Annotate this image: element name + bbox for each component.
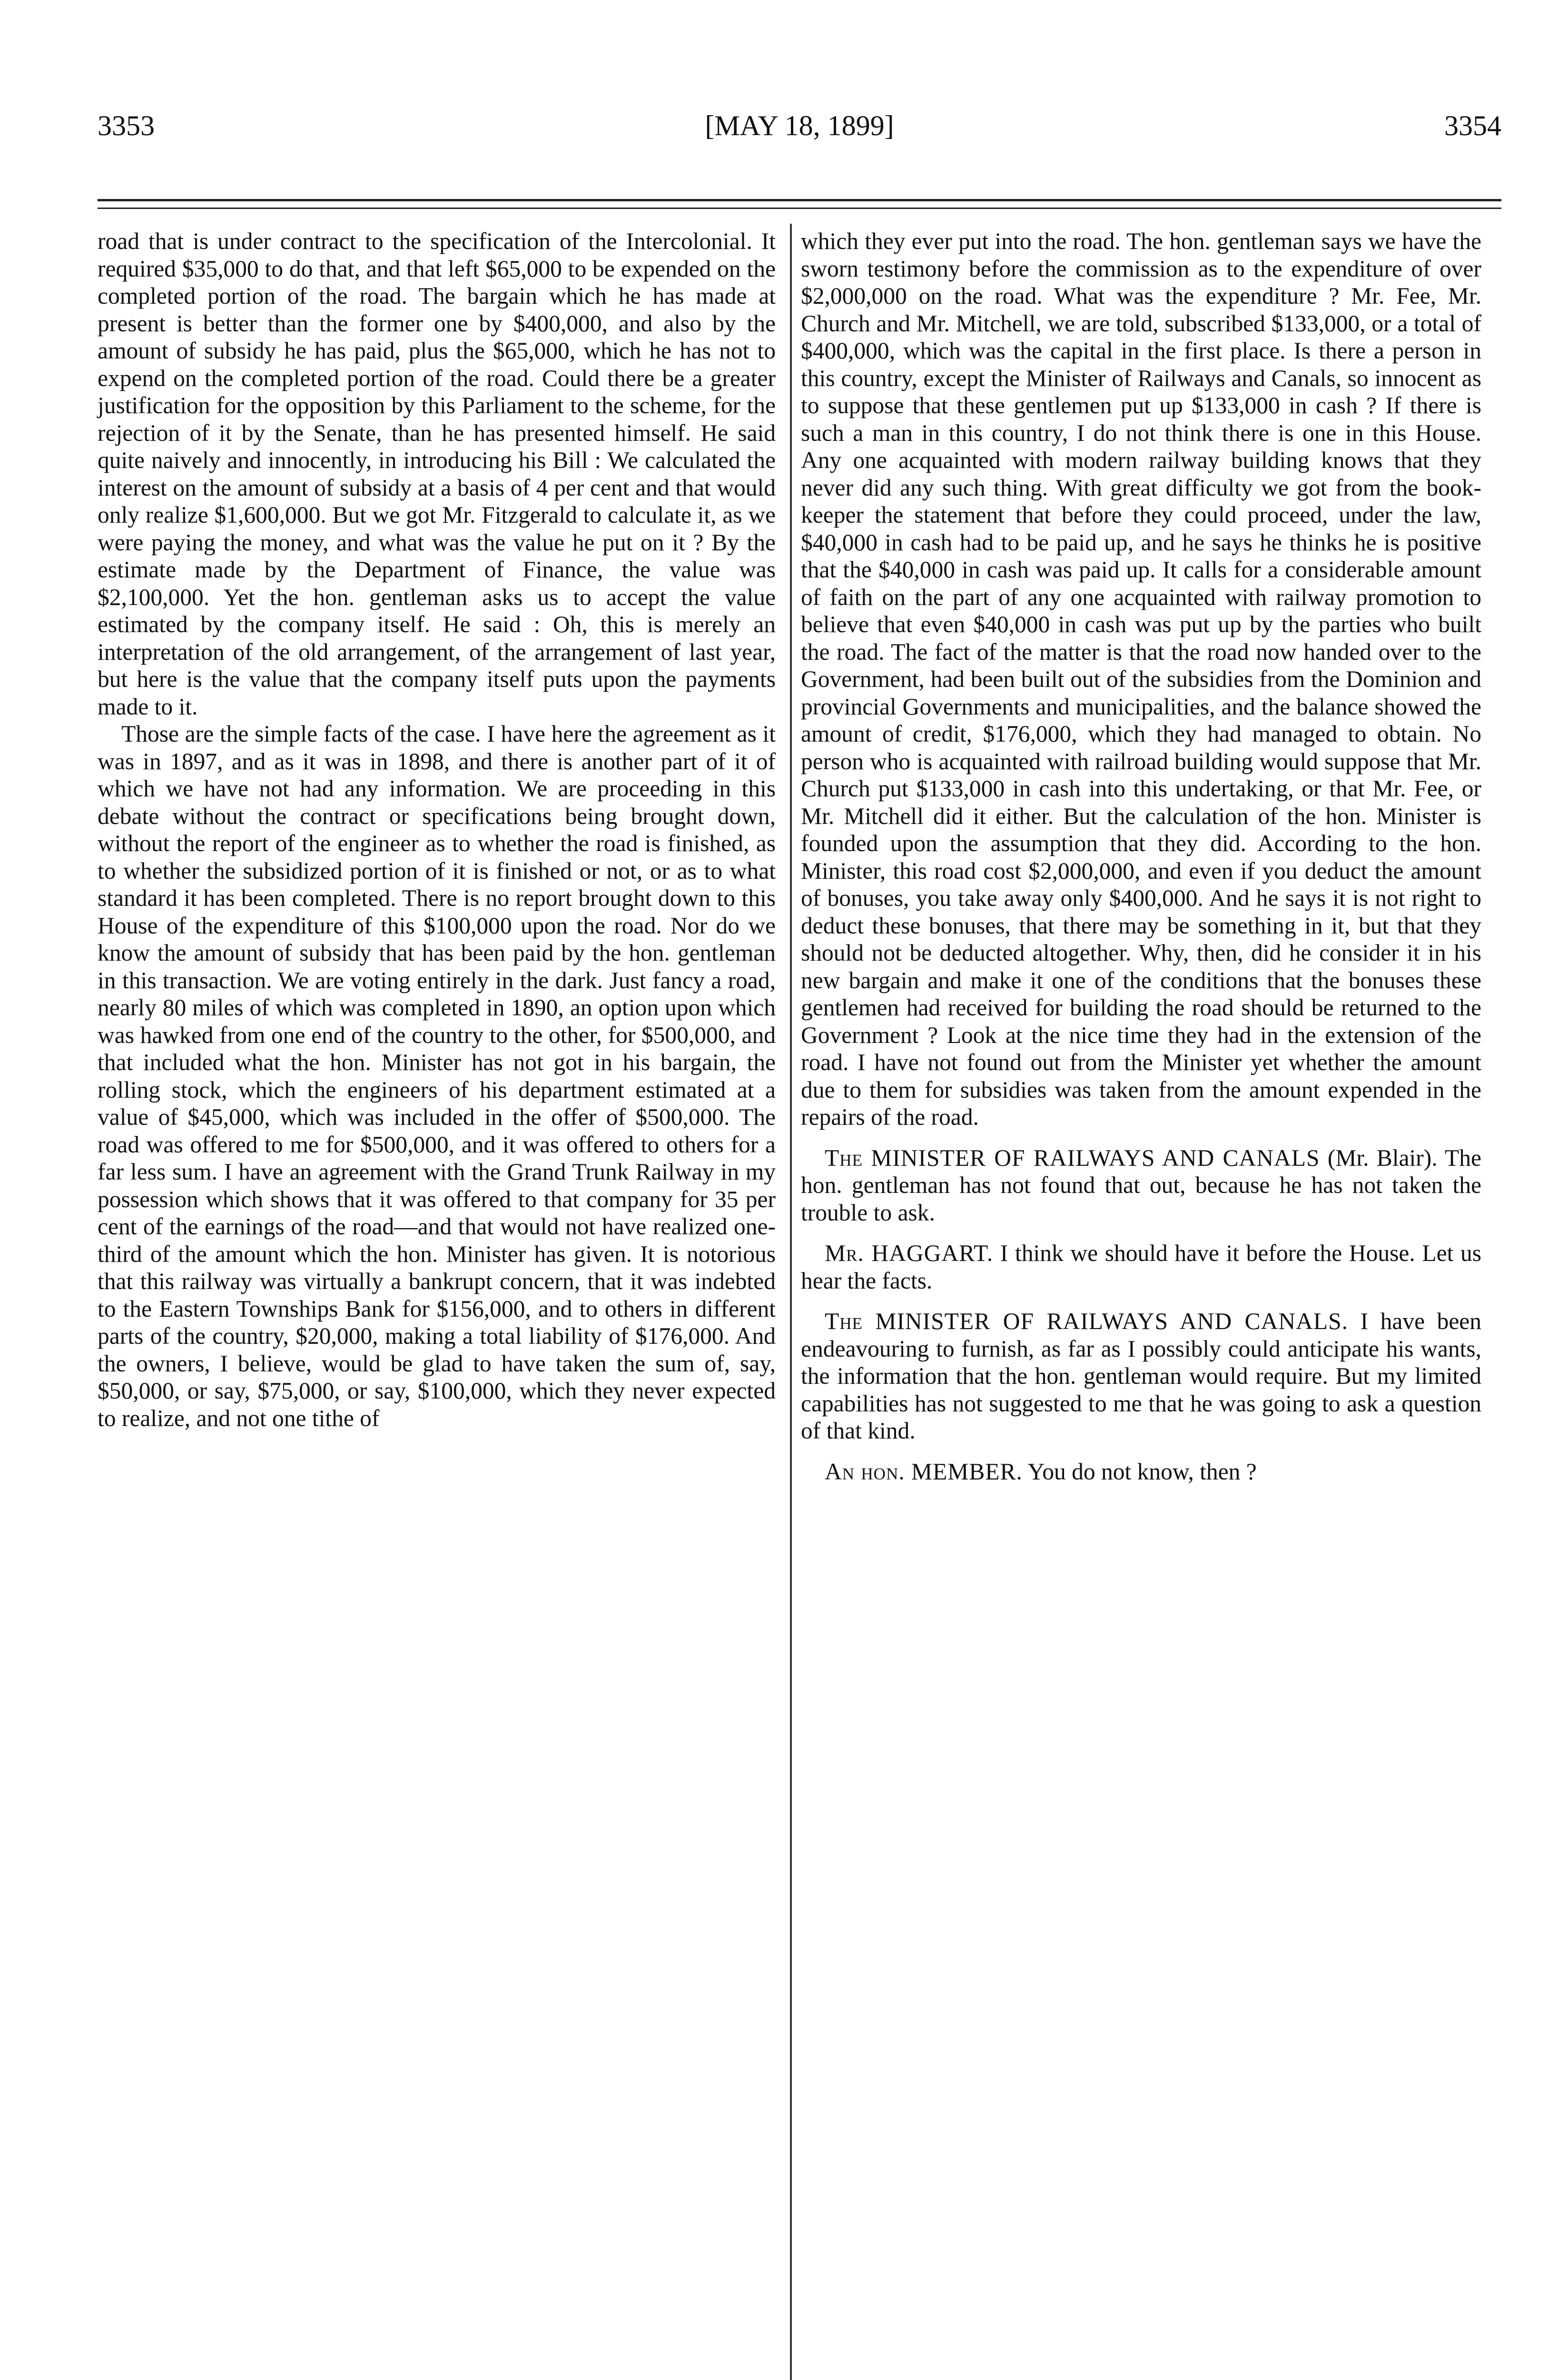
page-number-right: 3354 bbox=[1444, 110, 1501, 141]
speaker-name: The MINISTER OF RAILWAYS AND CANALS bbox=[825, 1144, 1320, 1171]
column-divider bbox=[790, 224, 792, 2380]
paragraph: which they ever put into the road. The hon. gentleman says we have the sworn testimony before the commission as to the expenditure of over $2,000,000 on the road. What was the expenditure ? Mr. Fee, Mr. Church and Mr. Mitchell, we are told, subscribed $133,000, or a total of $400,000, which was the capital in the first place. Is there a person in this country, except the Minister of Railways and Canals, so innocent as to suppose that these gentlemen put up $133,000 in cash ? If there is such a man in this country, I do not think there is one in this House. Any one acquainted with modern railway building knows that they never did any such thing. With great difficulty we got from the book-keeper the statement that before they could proceed, under the law, $40,000 in cash had to be paid up, and he says he thinks he is positive that the $40,000 in cash was paid up. It calls for a considerable amount of faith on the part of any one acquainted with railway promotion to believe that even $40,000 in cash was put up by the parties who built the road. The fact of the matter is that the road now handed over to the Government, had been built out of the subsidies from the Dominion and provincial Governments and municipalities, and the balance showed the amount of credit, $176,000, which they had managed to obtain. No person who is acquainted with railroad building would suppose that Mr. Church put $133,000 in cash into this undertaking, or that Mr. Fee, or Mr. Mitchell did it either. But the calculation of the hon. Minister is founded upon the assumption that they did. According to the hon. Minister, this road cost $2,000,000, and even if you deduct the amount of bonuses, you take away only $400,000. And he says it is not right to deduct these bonuses, that there may be something in it, but that they should not be deducted altogether. Why, then, did he consider it in his new bargain and make it one of the conditions that the bonuses these gentlemen had received for building the road should be returned to the Government ? Look at the nice time they had in the extension of the road. I have not found out from the Minister yet whether the amount due to them for subsidies was taken from the amount expended in the repairs of the road. bbox=[801, 228, 1481, 1130]
session-date: [MAY 18, 1899] bbox=[705, 110, 894, 141]
paragraph: Those are the simple facts of the case. I have here the agreement as it was in 1897, and as it was in 1898, and there is another part of it of which we have not had any information. We are proceeding in this debate without the contract or specifications being brought down, without the report of the engineer as to whether the road is finished, as to whether the subsidized portion of it is finished or not, or as to what standard it has been completed. There is no report brought down to this House of the expenditure of this $100,000 upon the road. Nor do we know the amount of subsidy that has been paid by the hon. gentleman in this transaction. We are voting entirely in the dark. Just fancy a road, nearly 80 miles of which was completed in 1890, an option upon which was hawked from one end of the country to the other, for $500,000, and that included what the hon. Minister has not got in his bargain, the rolling stock, which the engineers of his department estimated at a value of $45,000, which was included in the offer of $500,000. The road was offered to me for $500,000, and it was offered to others for a far less sum. I have an agreement with the Grand Trunk Railway in my possession which shows that it was offered to that company for 35 per cent of the earnings of the road—and that would not have realized one-third of the amount which the hon. Minister has given. It is notorious that this railway was virtually a bankrupt concern, that it was indebted to the Eastern Townships Bank for $156,000, and to others in different parts of the country, $20,000, making a total liability of $176,000. And the owners, I believe, would be glad to have taken the sum of, say, $50,000, or say, $75,000, or say, $100,000, which they never expected to realize, and not one tithe of bbox=[98, 721, 776, 1431]
header-rule-top bbox=[98, 199, 1501, 201]
speaker-attribution: (Mr. Blair). bbox=[1327, 1144, 1438, 1171]
speech-haggart bbox=[801, 1240, 1481, 1294]
left-column bbox=[98, 228, 776, 1432]
header-rule-bottom bbox=[98, 208, 1501, 209]
speech-text: The hon. gentleman has not found that out, because he has not taken the trouble to ask. bbox=[801, 1144, 1482, 1226]
speech-minister bbox=[801, 1308, 1481, 1445]
speech-text: I have been endeavouring to furnish, as far as I possibly could anticipate his wants, the information that the hon. gentleman would require. But my limited capabilities has not suggested to me that he was going to ask a question of that kind. bbox=[801, 1308, 1482, 1444]
speech-text: I think we should have it before the House. Let us hear the facts. bbox=[801, 1240, 1482, 1294]
right-column bbox=[801, 228, 1481, 1485]
speaker-name: An hon. MEMBER. bbox=[825, 1458, 1023, 1485]
speaker-name: The MINISTER OF RAILWAYS AND CANALS. bbox=[825, 1308, 1349, 1334]
page-header bbox=[98, 109, 1501, 162]
paragraph: road that is under contract to the specification of the Intercolonial. It required $35,000 to do that, and that left $65,000 to be expended on the completed portion of the road. The bargain which he has made at present is better than the former one by $400,000, and also by the amount of subsidy he has paid, plus the $65,000, which he has not to expend on the completed portion of the road. Could there be a greater justification for the opposition by this Parliament to the scheme, for the rejection of it by the Senate, than he has presented himself. He said quite naively and innocently, in introducing his Bill : We calculated the interest on the amount of subsidy at a basis of 4 per cent and that would only realize $1,600,000. But we got Mr. Fitzgerald to calculate it, as we were paying the money, and what was the value he put on it ? By the estimate made by the Department of Finance, the value was $2,100,000. Yet the hon. gentleman asks us to accept the value estimated by the company itself. He said : Oh, this is merely an interpretation of the old arrangement, of the arrangement of last year, but here is the value that the company itself puts upon the payments made to it. bbox=[98, 228, 776, 720]
page-number-left: 3353 bbox=[98, 110, 155, 141]
speaker-name: Mr. HAGGART. bbox=[825, 1240, 994, 1266]
speech-text: You do not know, then ? bbox=[1027, 1458, 1257, 1485]
speech-minister-blair bbox=[801, 1144, 1481, 1227]
speech-hon-member bbox=[801, 1458, 1481, 1486]
